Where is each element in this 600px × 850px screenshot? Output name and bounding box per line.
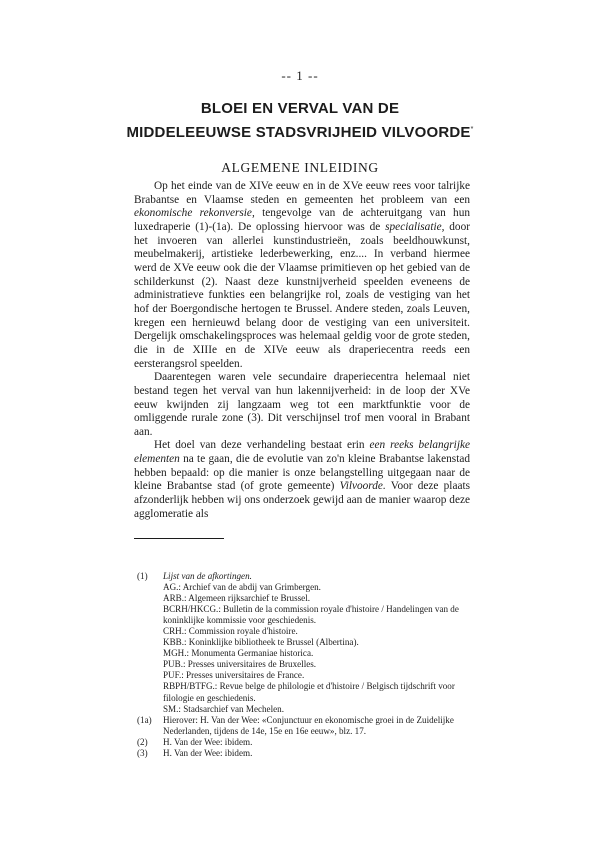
paragraph-1-text-a: Op het einde van de XIVe eeuw en in de XVe eeuw rees voor talrijke Brabantse en Vlaamse steden en gemeenten het probleem van een: [134, 180, 470, 206]
abbreviation-term: PUB.:: [163, 659, 186, 670]
abbreviation-item: [163, 659, 470, 670]
abbreviation-item: [163, 704, 470, 715]
abbreviation-item: [163, 637, 470, 648]
section-heading: ALGEMENE INLEIDING: [221, 160, 379, 175]
abbreviation-item: [163, 593, 470, 604]
abbreviation-term: AG.:: [163, 582, 181, 593]
abbreviation-term: MGH.:: [163, 648, 190, 659]
paragraph-3-text-c: Voor deze plaats afzonderlijk hebben wij ons onderzoek gewijd aan de manier waarop deze agglomeratie als: [134, 480, 471, 520]
footnote-text: Lijst van de afkortingen.: [163, 571, 252, 581]
abbreviation-item: [163, 604, 470, 626]
abbreviation-term: SM.:: [163, 703, 181, 714]
article-title: [80, 98, 520, 143]
paragraph-3-text-b: na te gaan, die de evolutie van zo'n kleine Brabantse lakenstad hebben bepaald: op die manier is onze belangstelling uitgegaan naar de kleine Brabantse stad (of grote gemeente): [134, 453, 470, 493]
abbreviation-term: CRH.:: [163, 626, 187, 637]
abbreviation-item: [163, 670, 470, 681]
footnote-text: Hierover: H. Van der Wee: «Conjunctuur en ekonomische groei in de Zuidelijke Nederlanden, tijdens de 14e, 15e en 16e eeuw», blz. 17.: [163, 714, 454, 736]
paragraph-1-emphasis-b: specialisatie,: [385, 220, 445, 233]
abbreviation-term: RBPH/BTFG.:: [163, 681, 218, 692]
footnote-number: (2): [137, 736, 148, 747]
paragraph-3-emphasis-a: een reeks belangrijke elementen: [134, 439, 470, 466]
paragraph-3-text-a: Het doel van deze verhandeling bestaat erin: [154, 439, 370, 452]
footnotes: [137, 571, 470, 759]
abbreviation-item: [163, 681, 470, 703]
abbreviation-meaning: Presses universitaires de France.: [186, 670, 305, 681]
footnote-2: [137, 737, 470, 748]
paragraph-1: [134, 180, 470, 371]
title-line-2: [80, 119, 520, 143]
abbreviation-term: ARB.:: [163, 593, 187, 604]
footnote-1a: [137, 715, 470, 737]
footnote-3: [137, 748, 470, 759]
abbreviation-list: [163, 582, 470, 715]
abbreviation-item: [163, 582, 470, 593]
abbreviation-meaning: Koninklijke bibliotheek te Brussel (Albertina).: [188, 637, 359, 648]
body-text: [134, 180, 470, 521]
abbreviation-term: BCRH/HKCG.:: [163, 604, 221, 615]
paragraph-1-text-c: door het invoeren van allerlei kunstindustrieën, zoals beeldhouwkunst, meubelmakerij, artistieke lederbewerking, enz.... In verband hiermee werd de XVe eeuw ook die der Vlaamse primitieven op het gebied van de schilderkunst (2). Naast deze kunstnijverheid speelden eveneens de administratieve funkties een belangrijke rol, zoals de vestiging van het hof der Boergondische hertogen te Brussel. Andere steden, zoals Leuven, kregen een hernieuwd belang door de vestiging van een universiteit. Dergelijk omschakelingsproces was helemaal geldig voor de grote steden, die in de XIIIe en de XIVe eeuw als draperiecentra reeds een eersterangsrol speelden.: [134, 220, 470, 370]
abbreviation-meaning: Stadsarchief van Mechelen.: [183, 703, 284, 714]
footnote-text: H. Van der Wee: ibidem.: [163, 747, 253, 758]
abbreviation-meaning: Bulletin de la commission royale d'histoire / Handelingen van de koninklijke kommissie voor geschiedenis.: [163, 604, 459, 626]
paragraph-3: [134, 439, 470, 521]
title-footnote-marker: *: [470, 126, 474, 133]
paragraph-3-emphasis-b: Vilvoorde.: [339, 480, 386, 493]
abbreviation-item: [163, 648, 470, 659]
footnote-text: H. Van der Wee: ibidem.: [163, 736, 253, 747]
abbreviation-item: [163, 626, 470, 637]
abbreviation-meaning: Presses universitaires de Bruxelles.: [187, 659, 317, 670]
footnote-divider: [134, 538, 224, 539]
footnote-number: (1): [137, 571, 148, 581]
abbreviation-meaning: Monumenta Germaniae historica.: [191, 648, 314, 659]
abbreviation-term: PUF.:: [163, 670, 184, 681]
title-line-1: BLOEI EN VERVAL VAN DE: [200, 100, 400, 117]
abbreviation-meaning: Archief van de abdij van Grimbergen.: [182, 582, 321, 593]
abbreviation-meaning: Algemeen rijksarchief te Brussel.: [188, 593, 310, 604]
footnote-1: [137, 571, 470, 582]
abbreviation-term: KBB.:: [163, 637, 187, 648]
page-number: -- 1 --: [281, 68, 319, 83]
title-line-2-text: MIDDELEEUWSE STADSVRIJHEID VILVOORDE: [126, 124, 471, 141]
abbreviation-meaning: Revue belge de philologie et d'histoire / Belgisch tijdschrift voor filologie en geschiedenis.: [163, 681, 455, 703]
paragraph-2: Daarentegen waren vele secundaire draperiecentra helemaal niet bestand tegen het verval van hun lakennijverheid: in de loop der XVe eeuw kwijnden zij langzaam weg tot een marktfunktie voor de omliggende rurale zone (3). Dit verschijnsel trof men vooral in Brabant aan.: [134, 371, 470, 438]
footnote-number: (3): [137, 747, 148, 758]
footnote-number: (1a): [137, 714, 152, 725]
abbreviation-meaning: Commission royale d'histoire.: [188, 626, 298, 637]
paragraph-1-text-b: tengevolge van de achteruitgang van hun luxedraperie (1)-(1a). De oplossing hiervoor was de: [134, 207, 470, 233]
paragraph-1-emphasis-a: ekonomische rekonversie,: [134, 207, 255, 220]
